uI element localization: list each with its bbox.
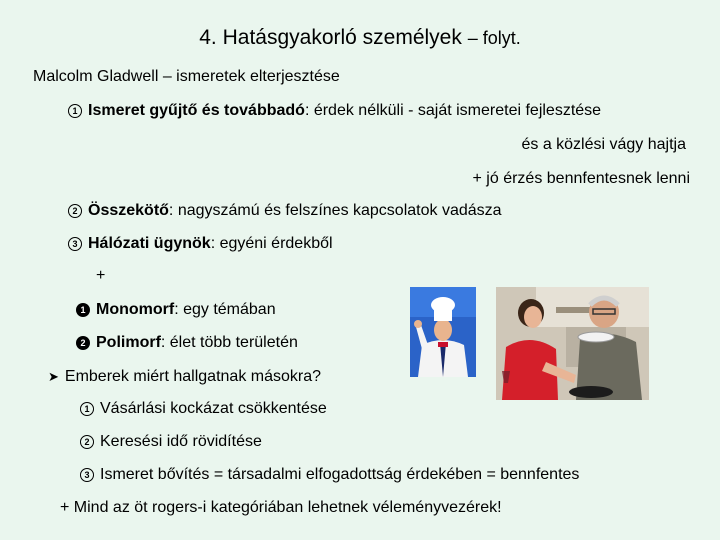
subtitle: Malcolm Gladwell – ismeretek elterjesztése: [33, 68, 340, 85]
question-text: Emberek miért hallgatnak másokra?: [64, 368, 322, 385]
item-2: [68, 202, 502, 220]
page-title: [0, 26, 720, 50]
reason-3: [80, 466, 579, 484]
sub-item-2-term: Polimorf: [96, 334, 161, 351]
number-badge: 1: [68, 104, 82, 118]
sub-item-1-desc: : egy témában: [174, 301, 276, 318]
question: [48, 368, 321, 386]
kitchen-couple-photo: [496, 287, 649, 400]
footer-note: + Mind az öt rogers-i kategóriában lehetnek véleményvezérek!: [60, 499, 502, 516]
item-2-desc: : nagyszámú és felszínes kapcsolatok vadásza: [168, 202, 502, 219]
sub-item-2-desc: : élet több területén: [160, 334, 298, 351]
title-suffix: – folyt.: [467, 28, 521, 48]
number-badge: 3: [80, 468, 94, 482]
item-1-continuation-2: + jó érzés bennfentesnek lenni: [472, 170, 690, 187]
item-1: [68, 102, 601, 120]
item-1-desc: : érdek nélküli - saját ismeretei fejlesztése: [304, 102, 602, 119]
number-badge: 1: [76, 303, 90, 317]
sub-item-2: [76, 334, 298, 352]
reason-1-text: Vásárlási kockázat csökkentése: [100, 400, 327, 417]
number-badge: 3: [68, 237, 82, 251]
reason-2-text: Keresési idő rövidítése: [100, 433, 262, 450]
number-badge: 2: [76, 336, 90, 350]
number-badge: 1: [80, 402, 94, 416]
reason-3-text: Ismeret bővítés = társadalmi elfogadottság érdekében = bennfentes: [100, 466, 580, 483]
item-3-desc: : egyéni érdekből: [210, 235, 333, 252]
item-3: [68, 235, 333, 253]
plus-sign: +: [96, 267, 106, 284]
kitchen-illustration: [496, 287, 649, 400]
number-badge: 2: [80, 435, 94, 449]
item-3-term: Hálózati ügynök: [88, 235, 211, 252]
sub-item-1-term: Monomorf: [96, 301, 175, 318]
item-1-term: Ismeret gyűjtő és továbbadó: [88, 102, 305, 119]
title-main: 4. Hatásgyakorló személyek: [199, 26, 462, 49]
reason-1: [80, 400, 327, 418]
chef-illustration: [410, 287, 476, 377]
chef-photo: [410, 287, 476, 377]
arrow-bullet-icon: ➤: [48, 369, 59, 384]
number-badge: 2: [68, 204, 82, 218]
item-1-continuation-1: és a közlési vágy hajtja: [521, 136, 686, 153]
item-2-term: Összekötő: [88, 202, 169, 219]
reason-2: [80, 433, 262, 451]
sub-item-1: [76, 301, 276, 319]
